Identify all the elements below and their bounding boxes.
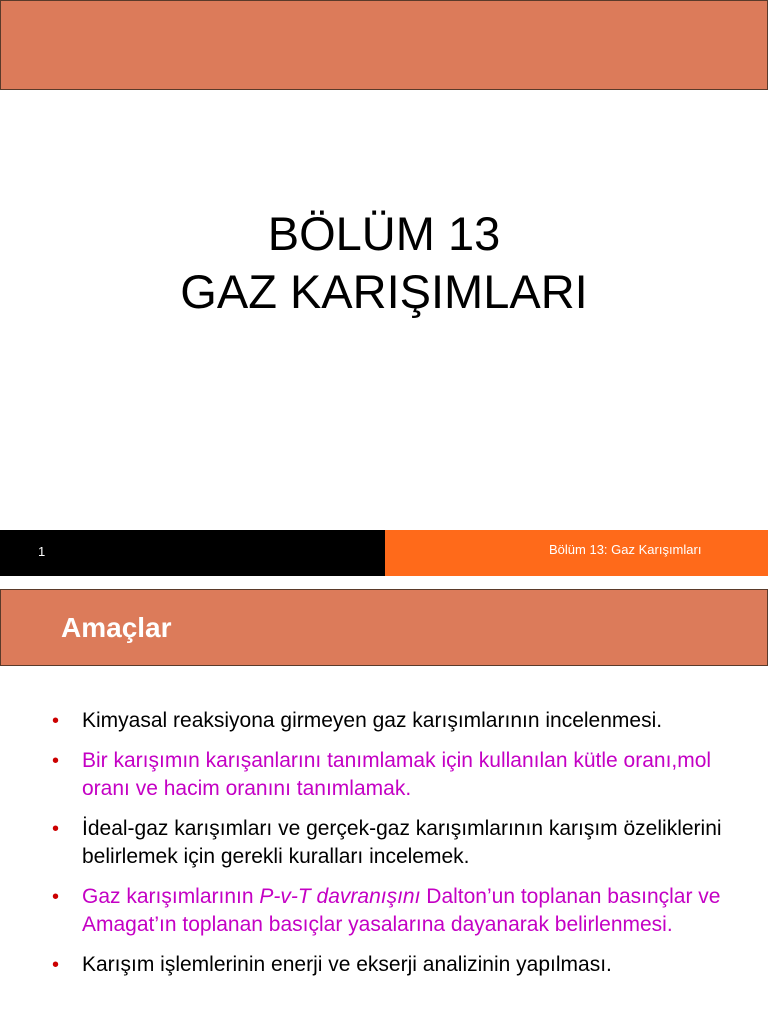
list-item xyxy=(50,951,740,979)
list-item xyxy=(50,747,740,803)
slide-title xyxy=(0,205,768,321)
objectives-list xyxy=(50,707,740,991)
title-line-2: GAZ KARIŞIMLARI xyxy=(180,265,588,318)
footer-chapter-title: Bölüm 13: Gaz Karışımları xyxy=(549,542,702,557)
list-item xyxy=(50,883,740,939)
top-bar xyxy=(0,0,768,90)
objectives-slide xyxy=(0,577,768,1024)
objectives-heading: Amaçlar xyxy=(61,612,172,643)
bullet-dot: • xyxy=(52,954,60,976)
bullet-text-post: Dalton’un toplanan basınçlar ve Amagat’ın toplanan basıçlar yasalarına dayanarak belirlenmesi. xyxy=(82,885,721,936)
bullet-dot: • xyxy=(52,750,60,772)
title-line-1: BÖLÜM 13 xyxy=(267,207,501,260)
list-item xyxy=(50,707,740,735)
bullet-dot: • xyxy=(52,818,60,840)
bullet-text-italic: P-v-T davranışını xyxy=(259,885,421,908)
footer-left xyxy=(0,530,385,576)
list-item xyxy=(50,815,740,871)
bullet-text-pre: Gaz karışımlarının xyxy=(82,885,260,908)
bullet-text: Karışım işlemlerinin enerji ve ekserji analizinin yapılması. xyxy=(82,953,612,976)
bullet-text: Bir karışımın karışanlarını tanımlamak için kullanılan kütle oranı,mol oranı ve hacim oranını tanımlamak. xyxy=(82,749,712,800)
bullet-dot: • xyxy=(52,886,60,908)
header-bar xyxy=(0,589,768,666)
footer-right xyxy=(385,530,768,576)
bullet-text: Kimyasal reaksiyona girmeyen gaz karışımlarının incelenmesi. xyxy=(82,709,663,732)
slide-number: 1 xyxy=(38,544,46,559)
bullet-dot: • xyxy=(52,710,60,732)
bullet-text: İdeal-gaz karışımları ve gerçek-gaz karışımlarının karışım özeliklerini belirlemek için gerekli kuralları incelemek. xyxy=(82,817,722,868)
